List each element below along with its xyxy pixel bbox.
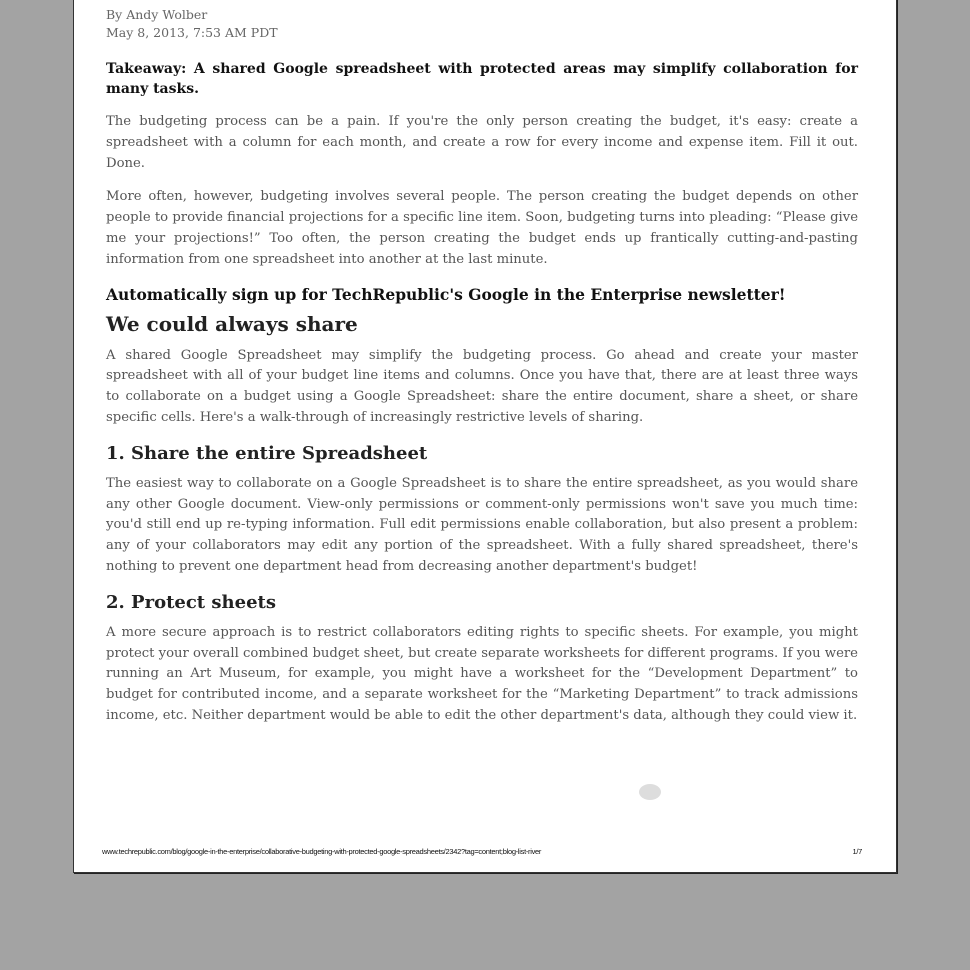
document-page — [73, 0, 897, 873]
logo-icon — [639, 784, 661, 800]
section-heading: 2. Protect sheets — [106, 591, 276, 613]
section-heading: We could always share — [106, 311, 358, 336]
paragraph: The easiest way to collaborate on a Google Spreadsheet is to share the entire spreadsheet, as you would share any other Google document. View-only permissions or comment-only permissions won't save you much time: you'd still end up re-typing information. Full edit permissions enable collaboration, but also present a problem: any of your collaborators may edit any portion of the spreadsheet. With a fully shared spreadsheet, there's nothing to prevent one department head from decreasing another department's budget! — [106, 475, 858, 574]
paragraph: A more secure approach is to restrict collaborators editing rights to specific sheets. For example, you might protect your overall combined budget sheet, but create separate worksheets for different programs. If you were running an Art Museum, for example, you might have a worksheet for the “Development Department” to budget for contributed income, and a separate worksheet for the “Marketing Department” to track admissions income, etc. Neither department would be able to edit the other department's data, although they could view it. — [106, 624, 858, 723]
footer-url: www.techrepublic.com/blog/google-in-the-enterprise/collaborative-budgeting-with-protected-google-spreadsheets/2342?tag=content;blog-list-river — [102, 847, 542, 856]
paragraph: More often, however, budgeting involves several people. The person creating the budget depends on other people to provide financial projections for a specific line item. Soon, budgeting turns into pleading: “Please give me your projections!” Too often, the person creating the budget ends up frantically cutting-and-pasting information from one spreadsheet into another at the last minute. — [106, 189, 858, 267]
newsletter-signup-link[interactable]: Automatically sign up for TechRepublic's Google in the Enterprise newsletter! — [106, 284, 786, 304]
author: By Andy Wolber — [106, 7, 208, 22]
page-footer — [102, 847, 862, 856]
byline — [106, 6, 858, 42]
article — [106, 6, 858, 727]
paragraph: The budgeting process can be a pain. If you're the only person creating the budget, it's easy: create a spreadsheet with a column for each month, and create a row for every income and expense item. Fill it out. Done. — [106, 114, 858, 171]
page-number: 1/7 — [852, 847, 862, 856]
paragraph: A shared Google Spreadsheet may simplify the budgeting process. Go ahead and create your master spreadsheet with all of your budget line items and columns. Once you have that, there are at least three ways to collaborate on a budget using a Google Spreadsheet: share the entire document, share a sheet, or share specific cells. Here's a walk-through of increasingly restrictive levels of sharing. — [106, 347, 858, 425]
section-heading: 1. Share the entire Spreadsheet — [106, 442, 428, 464]
takeaway: Takeaway: A shared Google spreadsheet with protected areas may simplify collaboration for many tasks. — [106, 61, 858, 97]
publish-date: May 8, 2013, 7:53 AM PDT — [106, 25, 278, 40]
